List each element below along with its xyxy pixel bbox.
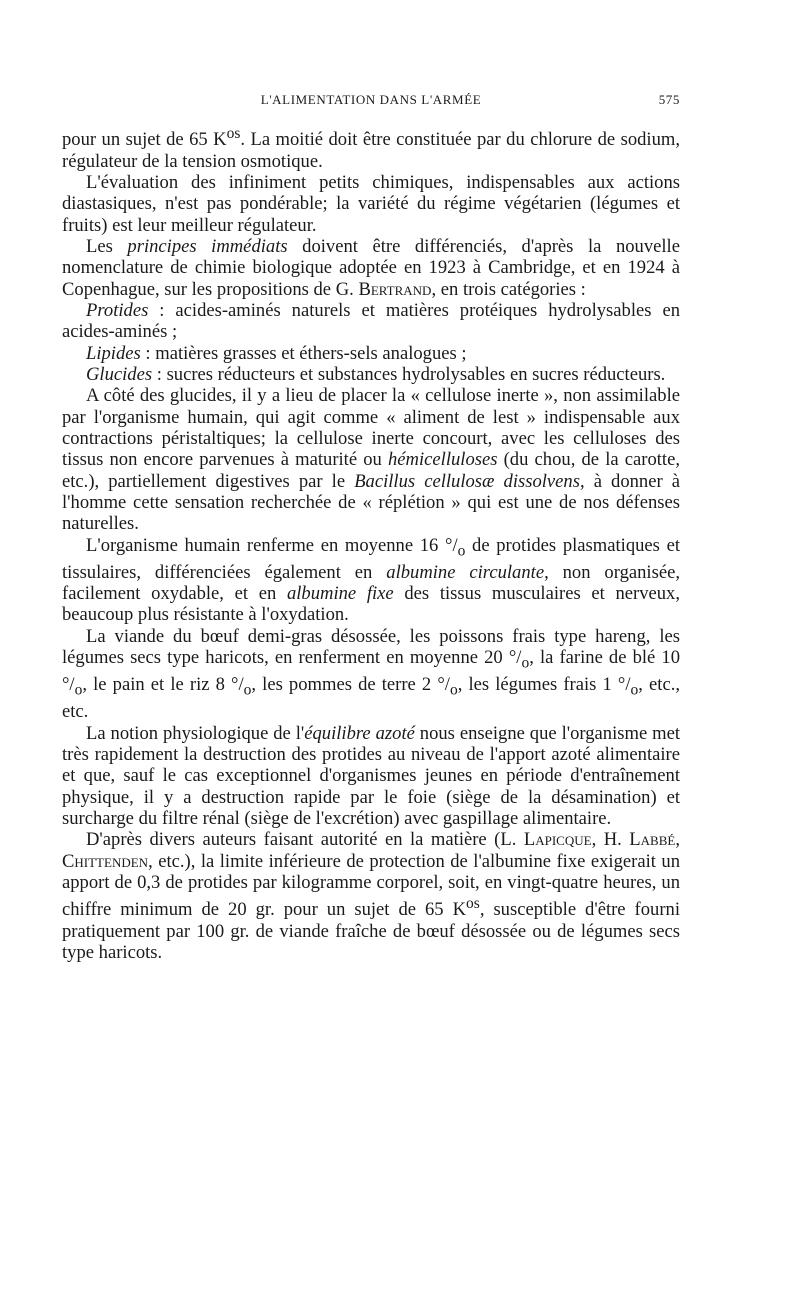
italic-term: principes immédiats: [127, 235, 288, 257]
running-title: L'ALIMENTATION DANS L'ARMÉE: [260, 92, 482, 107]
text-run: , etc.), la limite inférieure de protection de l'albumine fixe exigerait un apport de 0,3 de protides par kilogramme corporel, soit, en vingt-quatre heures, un chiffre minimum de 20 gr. pour un sujet de 65 K: [62, 850, 680, 921]
author-name: Labbé: [629, 829, 676, 851]
author-name: Bertrand: [358, 278, 432, 300]
body-text: [62, 123, 680, 964]
subscript: o: [243, 681, 252, 699]
italic-term: Protides: [86, 299, 149, 321]
superscript: os: [466, 895, 480, 913]
paragraph-organisme: [62, 535, 680, 626]
italic-term: albumine fixe: [286, 583, 394, 605]
paragraph-cellulose: [62, 385, 680, 534]
text-run: , susceptible d'être fourni pratiquement par 100 gr. de viande fraîche de bœuf désossée ou de légumes secs type haricots.: [62, 899, 680, 964]
paragraph-2: L'évaluation des infiniment petits chimiques, indispensables aux actions diastasiques, n'est pas pondérable; la variété du régime végétarien (légumes et fruits) est leur meilleur régulateur.: [62, 171, 680, 236]
text-run: , à donner à l'homme cette sensation recherchée de « réplétion » qui est une de nos défenses naturelles.: [62, 470, 680, 535]
subscript: o: [74, 681, 83, 699]
author-name: Chittenden: [62, 850, 149, 872]
page-number: 575: [658, 92, 680, 107]
text-run: . La moitié doit être constituée par du chlorure de sodium, régulateur de la tension osmotique.: [62, 129, 680, 172]
text-run: doivent être différenciés, d'après la nouvelle nomenclature de chimie biologique adoptée en 1923 à Cambridge, et en 1924 à Copenhague, sur les propositions de G.: [62, 235, 680, 300]
text-run: ,: [675, 829, 680, 851]
paragraph-glucides: [62, 364, 680, 385]
italic-term: Lipides: [86, 342, 141, 364]
text-run: (du chou, de la carotte, etc.), partiellement digestives par le: [62, 449, 680, 492]
italic-term: Glucides: [86, 363, 153, 385]
italic-term: équilibre azoté: [304, 722, 415, 744]
superscript: os: [226, 125, 241, 142]
running-head: [62, 92, 680, 112]
paragraph-viande: [62, 626, 680, 723]
italic-term: albumine circulante: [386, 561, 545, 583]
subscript: o: [449, 681, 458, 699]
text-run: , non organisée, facilement oxydable, et en: [62, 561, 680, 605]
paragraph-auteurs: [62, 829, 680, 963]
text-run: , etc., etc.: [62, 674, 680, 723]
subscript: o: [521, 654, 530, 672]
paragraph-protides: [62, 300, 680, 343]
author-name: Lapicque: [523, 829, 592, 851]
text-run: , en trois catégories :: [431, 278, 586, 300]
text-run: L'organisme humain renferme en moyenne 16 °/: [86, 534, 458, 556]
text-run: , le pain et le riz 8 °/: [82, 674, 244, 696]
text-run: D'après divers auteurs faisant autorité en la matière (L.: [86, 829, 524, 851]
subscript: o: [630, 681, 639, 699]
text-run: : matières grasses et éthers-sels analogues ;: [140, 342, 467, 364]
text-run: nous enseigne que l'organisme met très rapidement la destruction des protides au niveau de l'apport azoté alimentaire et que, sauf le cas exceptionnel d'organismes jeunes en période d'entraînement physique, il y a destruction rapide par le foie (siège de la désamination) et surcharge du filtre rénal (siège de l'excrétion) avec gaspillage alimentaire.: [62, 722, 680, 829]
paragraph-1: [62, 123, 680, 172]
text-run: de protides plasmatiques et tissulaires, différenciées également en: [62, 534, 681, 583]
text-run: des tissus musculaires et nerveux, beaucoup plus résistante à l'oxydation.: [62, 583, 681, 626]
text-run: , H.: [591, 829, 630, 851]
text-run: : sucres réducteurs et substances hydrolysables en sucres réducteurs.: [152, 363, 666, 385]
paragraph-equilibre: [62, 723, 680, 830]
text-run: , la farine de blé 10 °/: [62, 647, 680, 696]
text-run: La viande du bœuf demi-gras désossée, les poissons frais type hareng, les légumes secs type haricots, en renferment en moyenne 20 °/: [62, 625, 680, 669]
text-run: : acides-aminés naturels et matières protéiques hydrolysables en acides-aminés ;: [62, 299, 680, 343]
text-run: La notion physiologique de l': [86, 722, 305, 744]
text-run: Les: [86, 235, 128, 257]
paragraph-lipides: [62, 343, 680, 364]
italic-term: hémicelluloses: [388, 449, 498, 471]
text-run: A côté des glucides, il y a lieu de placer la « cellulose inerte », non assimilable par l'organisme humain, qui agit comme « aliment de lest » indispensable aux contractions péristaltiques; la cellulose inerte concourt, avec les celluloses des tissus non encore parvenues à maturité ou: [62, 385, 680, 471]
subscript: o: [457, 542, 466, 560]
text-run: , les pommes de terre 2 °/: [251, 674, 450, 696]
paragraph-3: [62, 236, 680, 300]
text-run: pour un sujet de 65 K: [62, 129, 227, 151]
text-run: , les légumes frais 1 °/: [457, 674, 631, 696]
italic-term: Bacillus cellulosæ dissolvens: [354, 470, 580, 492]
